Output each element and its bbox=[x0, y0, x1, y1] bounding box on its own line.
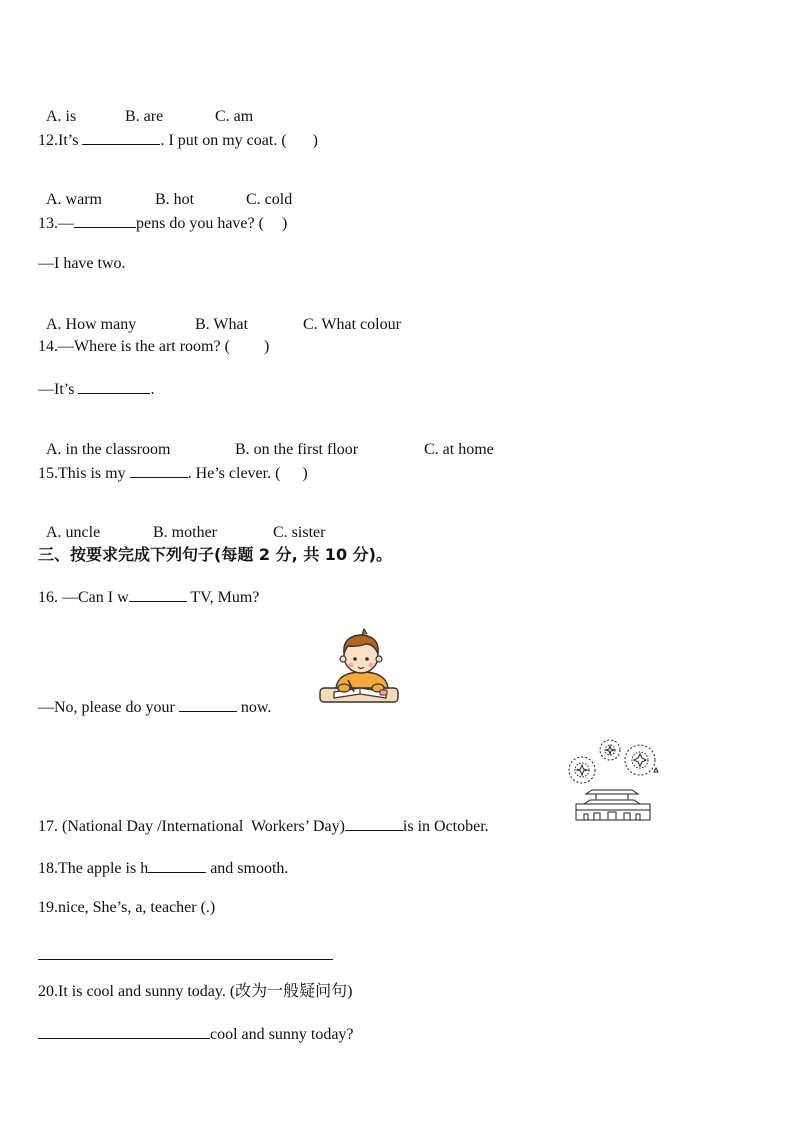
q15-paren-end: ) bbox=[302, 465, 308, 482]
q17-blank[interactable] bbox=[345, 815, 403, 831]
q15-stem bbox=[38, 462, 308, 484]
q11-option-b[interactable]: B. are bbox=[125, 108, 164, 125]
q12-suffix: . I put on my coat. ( bbox=[160, 132, 287, 149]
q12-option-b[interactable]: B. hot bbox=[155, 191, 195, 208]
q13-stem bbox=[38, 212, 287, 234]
q14-options bbox=[38, 420, 494, 460]
q20-answer-suffix: cool and sunny today? bbox=[210, 1026, 354, 1043]
q14-paren-end: ) bbox=[263, 338, 270, 355]
q13-answer: —I have two. bbox=[38, 255, 126, 272]
q18-blank[interactable] bbox=[148, 857, 206, 873]
q17-stem bbox=[38, 815, 489, 837]
tiananmen-fireworks-illustration bbox=[562, 738, 662, 824]
q12-option-a[interactable]: A. warm bbox=[46, 191, 102, 208]
q20-answer bbox=[38, 1023, 354, 1045]
q16-answer bbox=[38, 696, 271, 718]
q12-prefix: 12.It’s bbox=[38, 132, 83, 149]
q15-option-b[interactable]: B. mother bbox=[153, 524, 217, 541]
q15-suffix: . He’s clever. ( bbox=[187, 465, 281, 482]
q14-answer-prefix: —It’s bbox=[38, 381, 79, 398]
q15-prefix: 15.This is my bbox=[38, 465, 130, 482]
q13-paren-end: ) bbox=[281, 215, 288, 232]
boy-doing-homework-illustration bbox=[314, 622, 402, 712]
q15-option-a[interactable]: A. uncle bbox=[46, 524, 101, 541]
q12-option-c[interactable]: C. cold bbox=[246, 191, 293, 208]
q12-blank[interactable] bbox=[82, 129, 160, 145]
q19-stem: 19.nice, She’s, a, teacher (.) bbox=[38, 899, 216, 916]
q18-stem bbox=[38, 857, 288, 879]
q17-suffix: is in October. bbox=[402, 818, 489, 835]
q13-suffix: pens do you have? ( bbox=[136, 215, 264, 232]
q14-answer-suffix: . bbox=[150, 381, 155, 398]
q14-option-a[interactable]: A. in the classroom bbox=[46, 441, 171, 458]
q11-options bbox=[38, 87, 253, 127]
q11-option-c[interactable]: C. am bbox=[215, 108, 254, 125]
q15-option-c[interactable]: C. sister bbox=[273, 524, 326, 541]
section-3-title: 三、按要求完成下列句子(每题 2 分, 共 10 分)。 bbox=[38, 545, 392, 564]
q11-option-a[interactable]: A. is bbox=[46, 108, 77, 125]
q16-blank-2[interactable] bbox=[179, 696, 237, 712]
q13-options bbox=[38, 295, 401, 335]
q20-stem: 20.It is cool and sunny today. (改为一般疑问句) bbox=[38, 983, 353, 1000]
q16-suffix: TV, Mum? bbox=[186, 589, 260, 606]
q16-blank-1[interactable] bbox=[129, 586, 187, 602]
q13-blank[interactable] bbox=[74, 212, 136, 228]
q20-blank[interactable] bbox=[38, 1023, 210, 1039]
q15-options bbox=[38, 503, 325, 543]
q15-blank[interactable] bbox=[130, 462, 188, 478]
q14-blank[interactable] bbox=[78, 378, 150, 394]
q13-option-b[interactable]: B. What bbox=[195, 316, 249, 333]
q14-answer bbox=[38, 378, 154, 400]
q13-prefix: 13.— bbox=[38, 215, 74, 232]
q14-option-b[interactable]: B. on the first floor bbox=[235, 441, 359, 458]
q14-stem bbox=[38, 337, 269, 357]
q18-suffix: and smooth. bbox=[206, 860, 289, 877]
q12-paren-end: ) bbox=[312, 132, 318, 149]
q14-prefix: 14.—Where is the art room? ( bbox=[38, 338, 230, 355]
q16-answer-suffix: now. bbox=[236, 699, 272, 716]
q17-prefix: 17. (National Day /International Workers’ Day) bbox=[38, 818, 345, 835]
q12-options bbox=[38, 170, 292, 210]
q18-prefix: 18.The apple is h bbox=[38, 860, 149, 877]
q13-option-a[interactable]: A. How many bbox=[46, 316, 137, 333]
q16-answer-prefix: —No, please do your bbox=[38, 699, 179, 716]
q13-option-c[interactable]: C. What colour bbox=[303, 316, 401, 333]
q16-stem bbox=[38, 586, 259, 608]
q12-stem bbox=[38, 129, 318, 151]
q16-prefix: 16. —Can I w bbox=[38, 589, 129, 606]
q19-answer-line[interactable] bbox=[38, 944, 333, 960]
q14-option-c[interactable]: C. at home bbox=[424, 441, 494, 458]
